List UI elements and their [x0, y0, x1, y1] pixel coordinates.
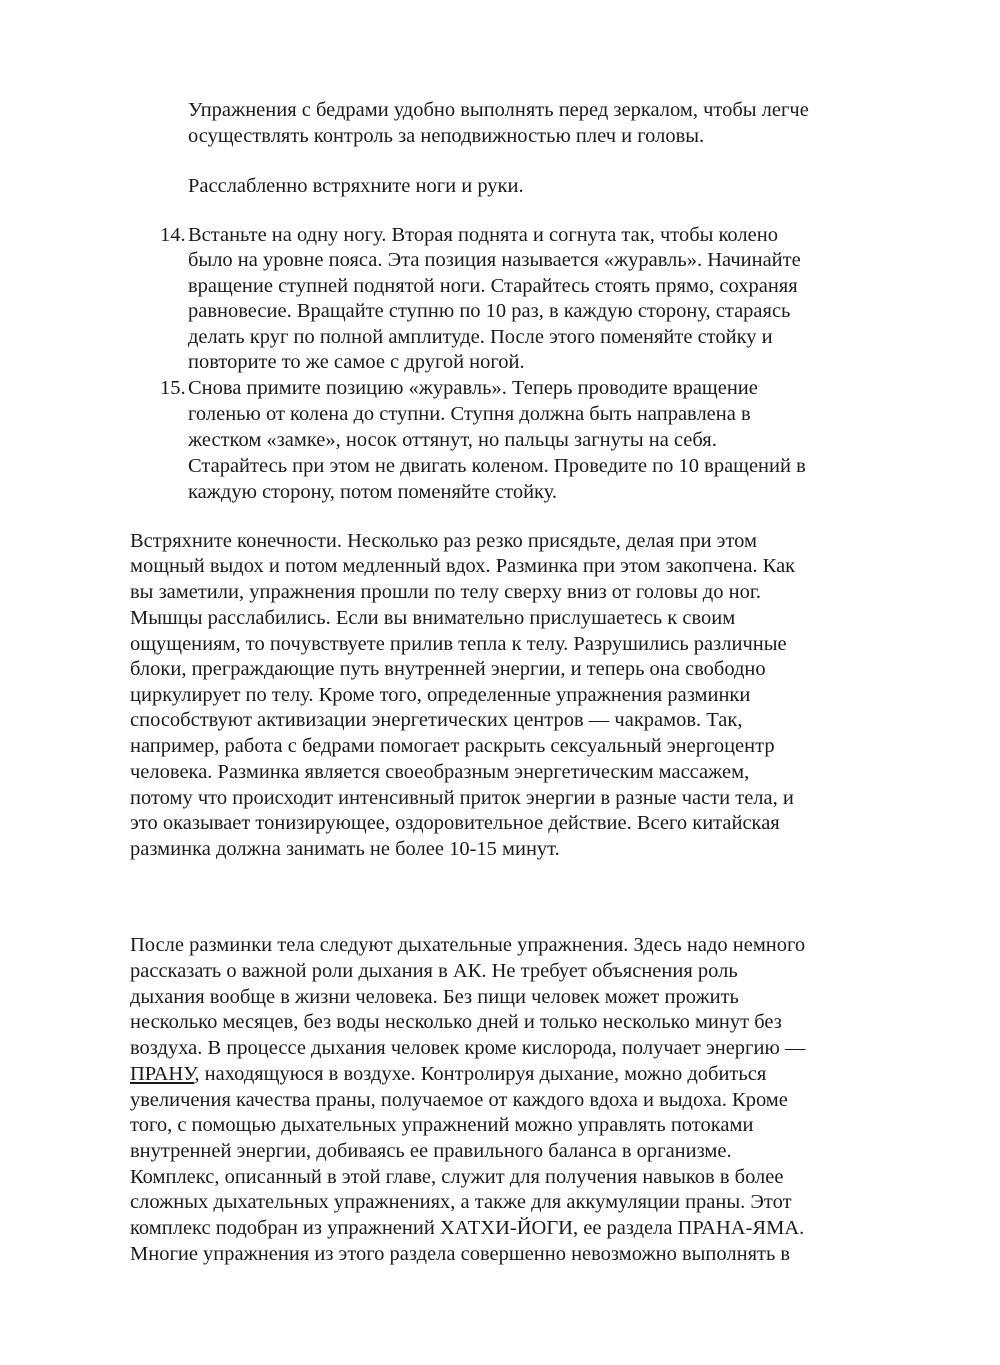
- paragraph-line: внутренней энергии, добиваясь ее правильного баланса в организме.: [130, 1140, 732, 1162]
- list-item-line: Встаньте на одну ногу. Вторая поднята и согнута так, чтобы колено: [188, 224, 778, 246]
- list-item-line: Старайтесь при этом не двигать коленом. Проведите по 10 вращений в: [188, 455, 806, 477]
- list-item-number: 15.: [160, 377, 186, 399]
- paragraph-line: рассказать о важной роли дыхания в АК. Не требует объяснения роль: [130, 960, 738, 982]
- list-item-line: Снова примите позицию «журавль». Теперь проводите вращение: [188, 377, 758, 399]
- paragraph-line: Комплекс, описанный в этой главе, служит для получения навыков в более: [130, 1166, 784, 1188]
- paragraph-line: человека. Разминка является своеобразным энергетическим массажем,: [130, 761, 750, 783]
- intro-line: Упражнения с бедрами удобно выполнять перед зеркалом, чтобы легче: [188, 99, 809, 121]
- paragraph-line: того, с помощью дыхательных упражнений можно управлять потоками: [130, 1114, 754, 1136]
- list-item-line: голенью от колена до ступни. Ступня должна быть направлена в: [188, 403, 751, 425]
- paragraph-line: После разминки тела следуют дыхательные упражнения. Здесь надо немного: [130, 934, 806, 956]
- paragraph-line: вы заметили, упражнения прошли по телу сверху вниз от головы до ног.: [130, 581, 762, 603]
- intro-shake-text: Расслабленно встряхните ноги и руки.: [188, 175, 524, 197]
- paragraph-line: способствуют активизации энергетических центров — чакрамов. Так,: [130, 709, 743, 731]
- paragraph-line: комплекс подобран из упражнений ХАТХИ-ЙОГИ, ее раздела ПРАНА-ЯМА.: [130, 1217, 805, 1239]
- list-item-line: каждую сторону, потом поменяйте стойку.: [188, 481, 558, 503]
- list-item-line: было на уровне пояса. Эта позиция называется «журавль». Начинайте: [188, 249, 801, 271]
- list-item-line: делать круг по полной амплитуде. После этого поменяйте стойку и: [188, 326, 773, 348]
- prana-link[interactable]: ПРАНУ: [130, 1063, 195, 1085]
- paragraph-line-with-link: [130, 1061, 766, 1087]
- paragraph-line: блоки, преграждающие путь внутренней энергии, и теперь она свободно: [130, 658, 766, 680]
- list-item-line: повторите то же самое с другой ногой.: [188, 351, 525, 373]
- list-item-line: вращение ступней поднятой ноги. Старайтесь стоять прямо, сохраняя: [188, 275, 798, 297]
- paragraph-line: ощущениям, то почувствуете прилив тепла к телу. Разрушились различные: [130, 633, 787, 655]
- paragraph-line: циркулирует по телу. Кроме того, определенные упражнения разминки: [130, 684, 751, 706]
- intro-line: осуществлять контроль за неподвижностью плеч и головы.: [188, 125, 705, 147]
- paragraph-line: Мышцы расслабились. Если вы внимательно прислушаетесь к своим: [130, 607, 736, 629]
- paragraph-line: Многие упражнения из этого раздела совершенно невозможно выполнять в: [130, 1243, 791, 1265]
- list-item-number: 14.: [160, 224, 186, 246]
- paragraph-line: потому что происходит интенсивный приток энергии в разные части тела, и: [130, 787, 794, 809]
- paragraph-line: увеличения качества праны, получаемое от каждого вдоха и выдоха. Кроме: [130, 1089, 788, 1111]
- paragraph-line: дыхания вообще в жизни человека. Без пищи человек может прожить: [130, 986, 739, 1008]
- paragraph-line: например, работа с бедрами помогает раскрыть сексуальный энергоцентр: [130, 735, 775, 757]
- list-item-line: равновесие. Вращайте ступню по 10 раз, в каждую сторону, стараясь: [188, 300, 791, 322]
- paragraph-line: Встряхните конечности. Несколько раз резко присядьте, делая при этом: [130, 530, 758, 552]
- paragraph-line: разминка должна занимать не более 10-15 минут.: [130, 838, 560, 860]
- list-item-line: жестком «замке», носок оттянут, но пальцы загнуты на себя.: [188, 429, 717, 451]
- paragraph-line: сложных дыхательных упражнениях, а также для аккумуляции праны. Этот: [130, 1191, 792, 1213]
- paragraph-line: это оказывает тонизирующее, оздоровительное действие. Всего китайская: [130, 812, 780, 834]
- paragraph-line: несколько месяцев, без воды несколько дней и только несколько минут без: [130, 1011, 782, 1033]
- paragraph-line-tail: , находящуюся в воздухе. Контролируя дыхание, можно добиться: [194, 1063, 767, 1085]
- paragraph-line: воздуха. В процессе дыхания человек кроме кислорода, получает энергию —: [130, 1037, 806, 1059]
- paragraph-line: мощный выдох и потом медленный вдох. Разминка при этом закопчена. Как: [130, 555, 796, 577]
